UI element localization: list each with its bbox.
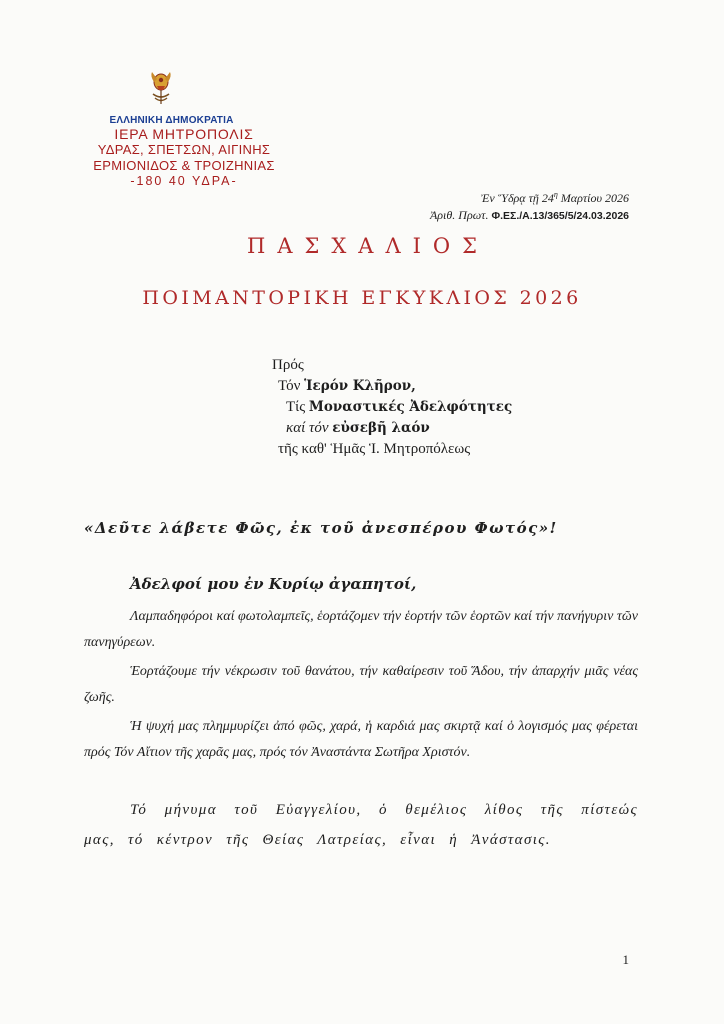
body-paragraph-text: Λαμπαδηφόροι καί φωτολαμπεῖς, ἑορτάζομεν τήν ἑορτήν τῶν ἑορτῶν καί τήν πανήγυριν τῶν πανηγύρεων. xyxy=(84,609,638,650)
title-paschal: ΠΑΣΧΑΛΙΟΣ xyxy=(247,234,489,258)
protocol-value: Φ.ΕΣ./Α.13/365/5/24.03.2026 xyxy=(491,210,629,222)
byzantine-eagle-crest-icon xyxy=(148,70,174,106)
body-paragraph-text: Τό μήνυμα τοῦ Εὐαγγελίου, ὁ θεμέλιος λίθος τῆς πίστεώς μας, τό κέντρον τῆς Θείας Λατρείας, εἶναι ἡ Ἀνάστασις. xyxy=(84,802,638,848)
metropolis-name-line2: ΥΔΡΑΣ, ΣΠΕΤΣΩΝ, ΑΙΓΙΝΗΣ xyxy=(97,142,271,157)
addressee-laity-name: εὐσεβῆ λαόν xyxy=(332,420,430,436)
addressee-to: Πρός xyxy=(272,357,304,373)
opening-quote: «Δεῦτε λάβετε Φῶς, ἐκ τοῦ ἀνεσπέρου Φωτός»! xyxy=(84,519,558,537)
addressee-clergy-name: Ἱερόν Κλῆρον, xyxy=(304,378,416,394)
addressee-monastic-name: Μοναστικές Ἀδελφότητες xyxy=(308,399,513,415)
date-superscript: η xyxy=(553,190,558,199)
addressee-monastic xyxy=(272,397,512,418)
addressees-block xyxy=(272,355,512,460)
protocol-number xyxy=(430,207,629,225)
body-paragraph-text: Ἡ ψυχή μας πλημμυρίζει ἀπό φῶς, χαρά, ἡ καρδιά μας σκιρτᾷ καί ὁ λογισμός μας φέρεται πρός Τόν Αἴτιον τῆς χαρᾶς μας, πρός τόν Ἀναστάντα Σωτῆρα Χριστόν. xyxy=(84,719,638,760)
addressee-laity xyxy=(272,418,512,439)
protocol-label: Ἀριθ. Πρωτ. xyxy=(429,208,492,222)
document-date xyxy=(430,186,629,207)
body-paragraph xyxy=(84,659,638,711)
metropolis-postcode-line: -180 40 ΥΔΡΑ- xyxy=(130,174,238,188)
addressee-metropolis: τῆς καθ' Ἡμᾶς Ἱ. Μητροπόλεως xyxy=(278,441,471,457)
addressee-clergy-prefix: Τόν xyxy=(278,378,305,394)
metropolis-name-line1: ΙΕΡΑ ΜΗΤΡΟΠΟΛΙΣ xyxy=(114,126,254,142)
addressee-monastic-prefix: Τίς xyxy=(286,399,309,415)
date-and-protocol xyxy=(430,186,629,225)
body-paragraph xyxy=(84,714,638,766)
body-paragraph xyxy=(84,604,638,656)
body-paragraph xyxy=(84,795,638,855)
addressee-clergy xyxy=(272,376,512,397)
title-encyclical: ΠΟΙΜΑΝΤΟΡΙΚΗ ΕΓΚΥΚΛΙΟΣ 2026 xyxy=(142,287,582,309)
page-number: 1 xyxy=(622,952,629,967)
salutation: Ἀδελφοί μου ἐν Κυρίῳ ἀγαπητοί, xyxy=(130,575,417,593)
republic-heading: ΕΛΛΗΝΙΚΗ ΔΗΜΟΚΡΑΤΙΑ xyxy=(109,115,234,126)
date-text: Ἐν Ὕδρᾳ τῇ 24 xyxy=(480,191,554,205)
date-month-year: Μαρτίου 2026 xyxy=(557,191,629,205)
metropolis-name-line3: ΕΡΜΙΟΝΙΔΟΣ & ΤΡΟΙΖΗΝΙΑΣ xyxy=(93,158,275,173)
body-paragraph-text: Ἑορτάζουμε τήν νέκρωσιν τοῦ θανάτου, τήν καθαίρεσιν τοῦ Ἅδου, τήν ἀπαρχήν μιᾶς νέας ζωῆς. xyxy=(84,664,638,705)
addressee-laity-prefix: καί τόν xyxy=(286,420,333,436)
